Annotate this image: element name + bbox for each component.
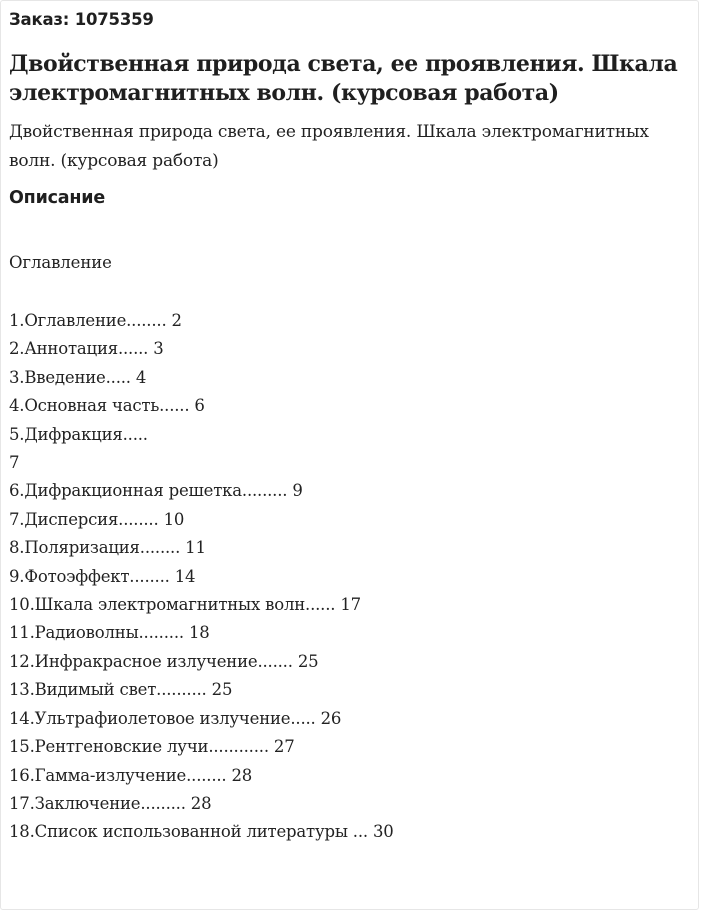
toc-line: 3.Введение..... 4 — [9, 367, 147, 387]
order-number: Заказ: 1075359 — [9, 10, 154, 29]
toc-line: 2.Аннотация...... 3 — [9, 339, 164, 359]
toc-line: 17.Заключение......... 28 — [9, 793, 212, 813]
description-heading: Описание — [9, 188, 106, 208]
table-of-contents — [9, 307, 689, 847]
toc-line: 10.Шкала электромагнитных волн...... 17 — [9, 595, 361, 615]
toc-line: 5.Дифракция..... — [9, 424, 148, 444]
toc-heading: Оглавление — [9, 253, 112, 272]
toc-line: 18.Список использованной литературы ... 30 — [9, 822, 394, 842]
toc-line: 16.Гамма-излучение........ 28 — [9, 765, 253, 785]
toc-line: 14.Ультрафиолетовое излучение..... 26 — [9, 708, 342, 728]
toc-line: 11.Радиоволны......... 18 — [9, 623, 210, 643]
toc-line: 9.Фотоэффект........ 14 — [9, 566, 196, 586]
toc-line: 7.Дисперсия........ 10 — [9, 509, 185, 529]
toc-line: 1.Оглавление........ 2 — [9, 311, 182, 330]
toc-line: 13.Видимый свет.......... 25 — [9, 680, 233, 700]
toc-line: 6.Дифракционная решетка......... 9 — [9, 481, 303, 501]
page-title: Двойственная природа света, ее проявления. Шкала электромагнитных волн. (курсовая работа) — [9, 51, 678, 106]
toc-line: 8.Поляризация........ 11 — [9, 538, 206, 558]
toc-line: 12.Инфракрасное излучение....... 25 — [9, 651, 319, 671]
page-subtitle: Двойственная природа света, ее проявления. Шкала электромагнитных волн. (курсовая работа) — [9, 122, 649, 171]
toc-line: 15.Рентгеновские лучи............ 27 — [9, 737, 295, 757]
toc-line: 7 — [9, 453, 20, 473]
toc-line: 4.Основная часть...... 6 — [9, 396, 205, 416]
